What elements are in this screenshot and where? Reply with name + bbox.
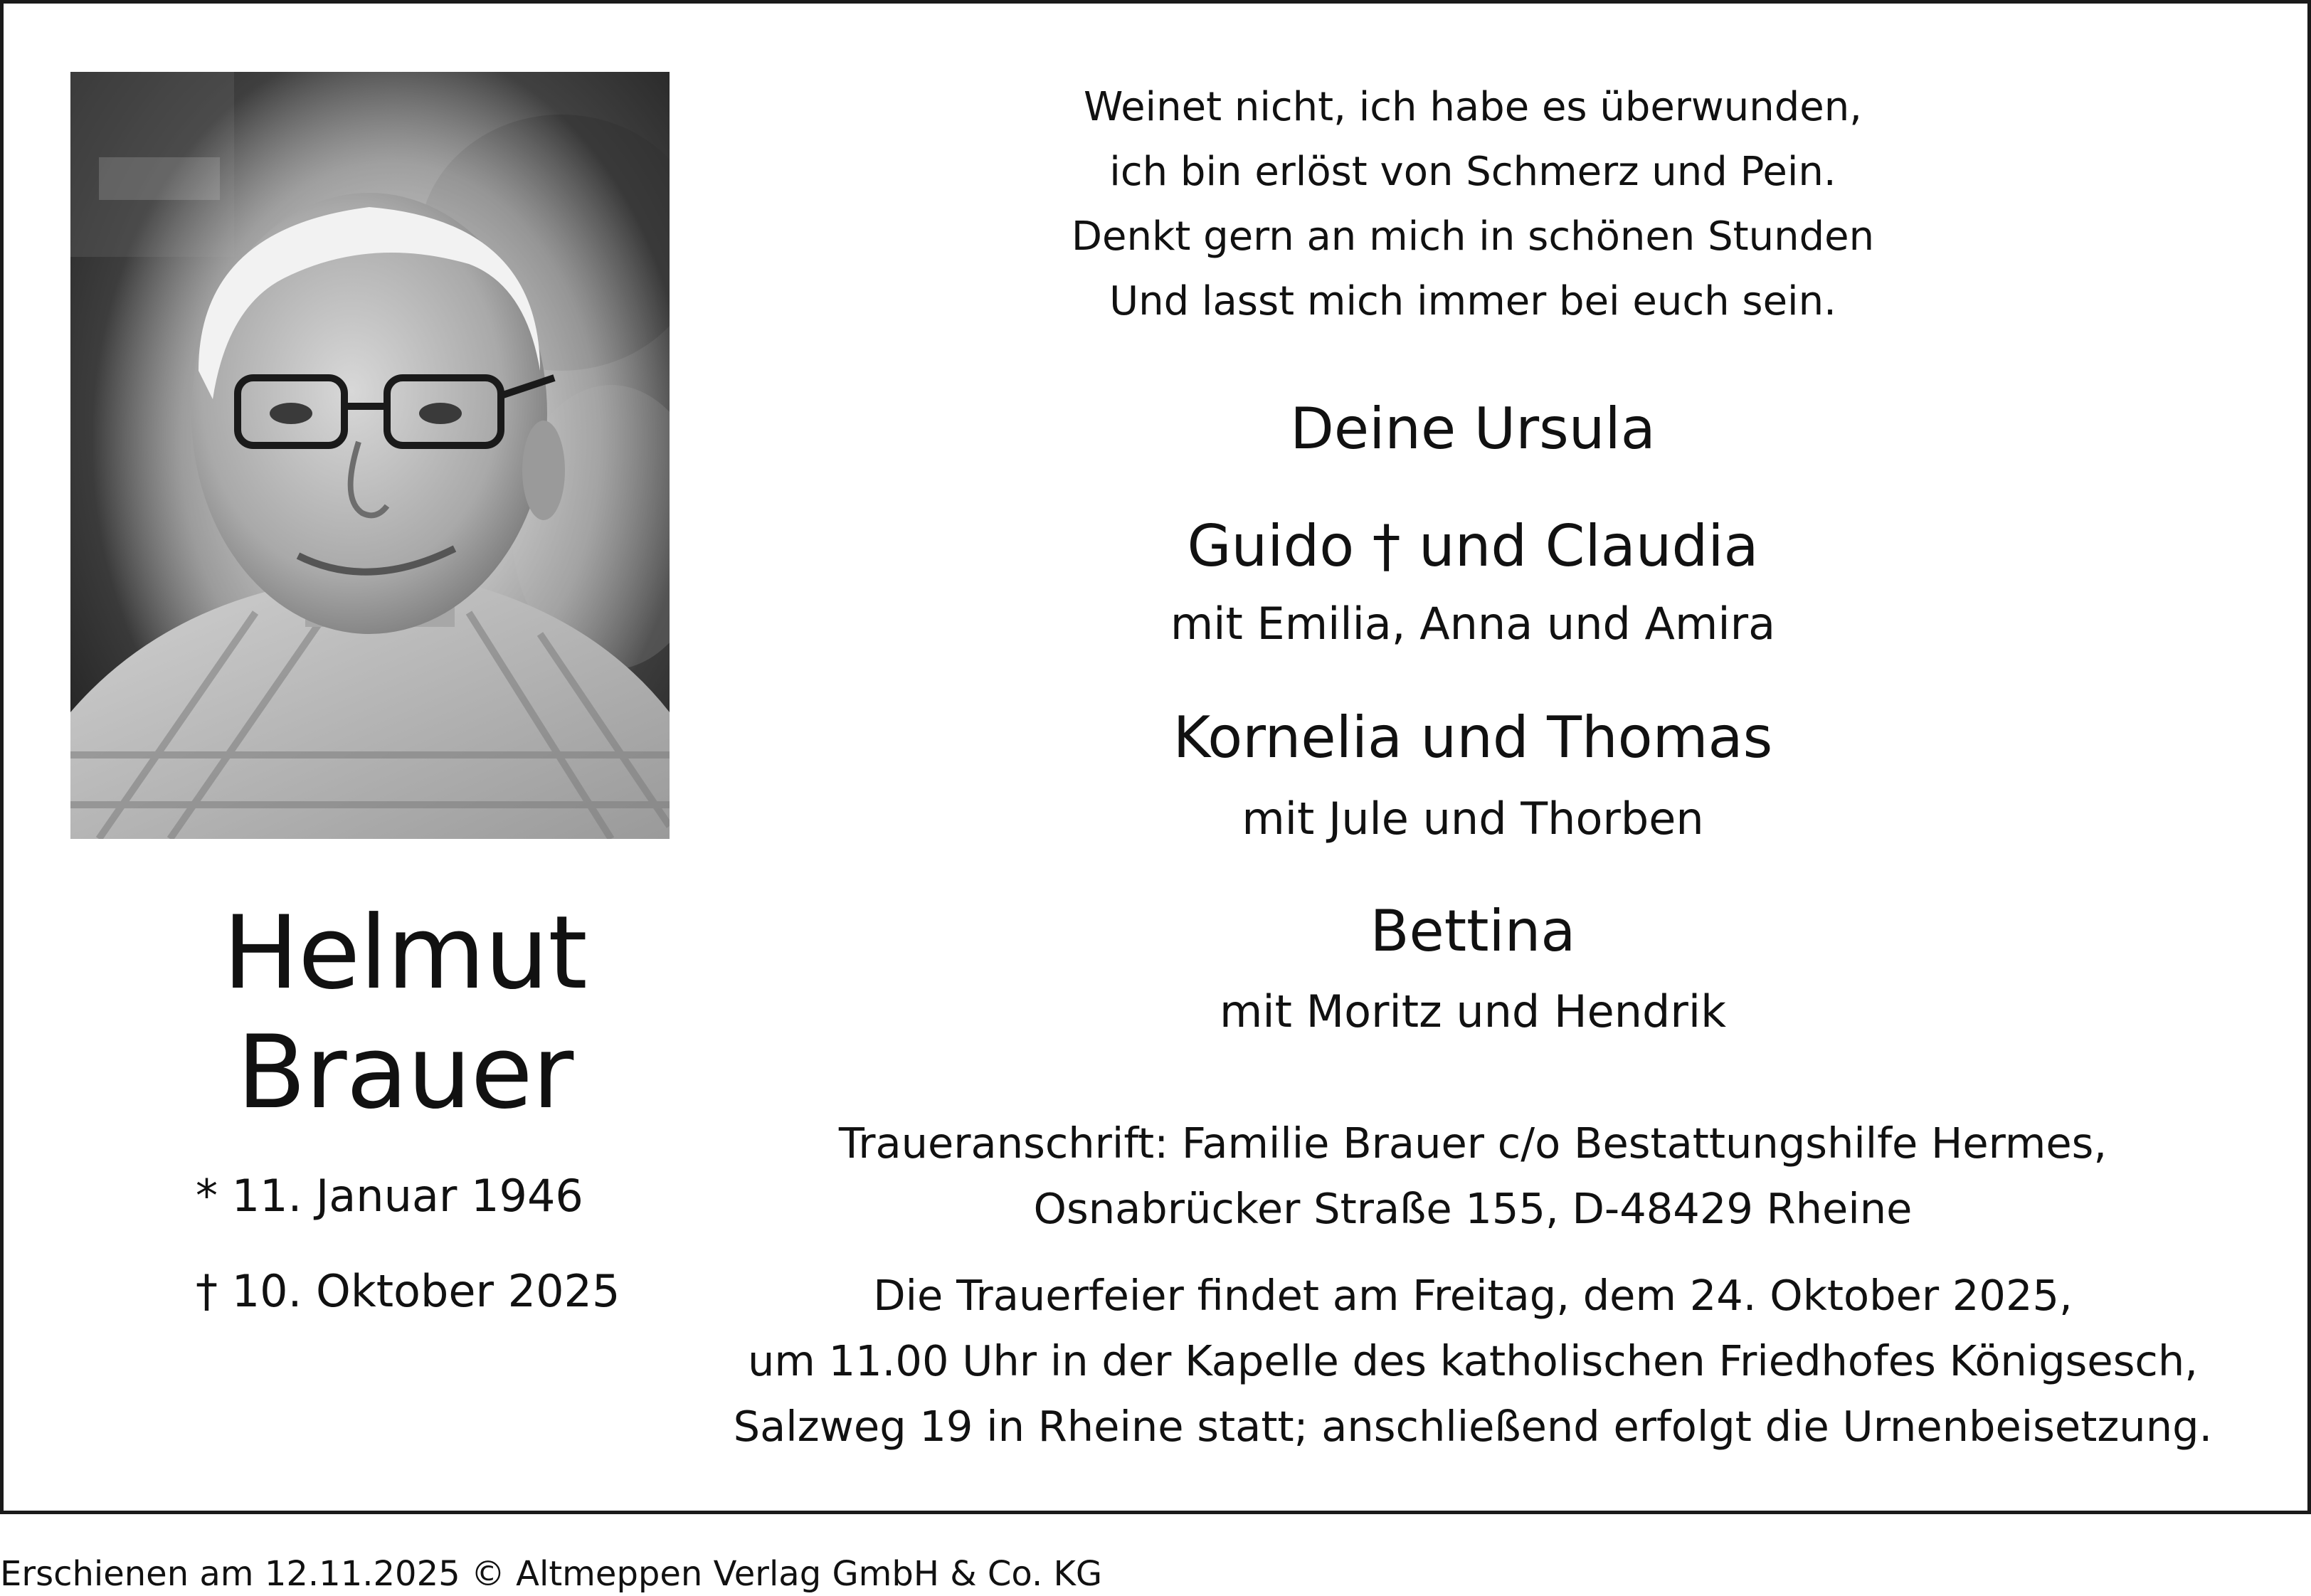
publication-footer: Erschienen am 12.11.2025 © Altmeppen Verlag GmbH & Co. KG bbox=[0, 1554, 1103, 1594]
mourner-name: Kornelia und Thomas bbox=[1173, 704, 1773, 771]
ceremony-line: Salzweg 19 in Rheine statt; anschließend erfolgt die Urnenbeisetzung. bbox=[733, 1402, 2213, 1451]
mourner-children: mit Emilia, Anna und Amira bbox=[1170, 598, 1776, 650]
mourning-address bbox=[715, 1111, 2231, 1242]
deceased-last-name: Brauer bbox=[236, 1014, 573, 1131]
poem-line: ich bin erlöst von Schmerz und Pein. bbox=[1109, 149, 1836, 195]
address-line: Osnabrücker Straße 155, D-48429 Rheine bbox=[1033, 1184, 1913, 1233]
poem-line: Und lasst mich immer bei euch sein. bbox=[1109, 278, 1836, 324]
poem-line: Denkt gern an mich in schönen Stunden bbox=[1071, 213, 1875, 260]
portrait-photo bbox=[70, 72, 670, 839]
mourner-name: Bettina bbox=[1370, 898, 1576, 964]
mourner-name: Deine Ursula bbox=[1290, 396, 1656, 462]
ceremony-line: Die Trauerfeier findet am Freitag, dem 24. Oktober 2025, bbox=[873, 1271, 2073, 1320]
ceremony-line: um 11.00 Uhr in der Kapelle des katholischen Friedhofes Königsesch, bbox=[747, 1336, 2199, 1385]
mourner-name: Guido † und Claudia bbox=[1187, 513, 1759, 579]
poem bbox=[715, 75, 2231, 334]
mourner-children: mit Jule und Thorben bbox=[1242, 793, 1704, 845]
death-date: † 10. Oktober 2025 bbox=[196, 1265, 620, 1317]
birth-date: * 11. Januar 1946 bbox=[196, 1170, 583, 1222]
address-line: Traueranschrift: Familie Brauer c/o Bestattungshilfe Hermes, bbox=[838, 1119, 2108, 1168]
deceased-first-name: Helmut bbox=[223, 894, 587, 1012]
mourner-children: mit Moritz und Hendrik bbox=[1219, 985, 1727, 1037]
funeral-ceremony-info bbox=[715, 1263, 2231, 1459]
poem-line: Weinet nicht, ich habe es überwunden, bbox=[1084, 84, 1862, 130]
